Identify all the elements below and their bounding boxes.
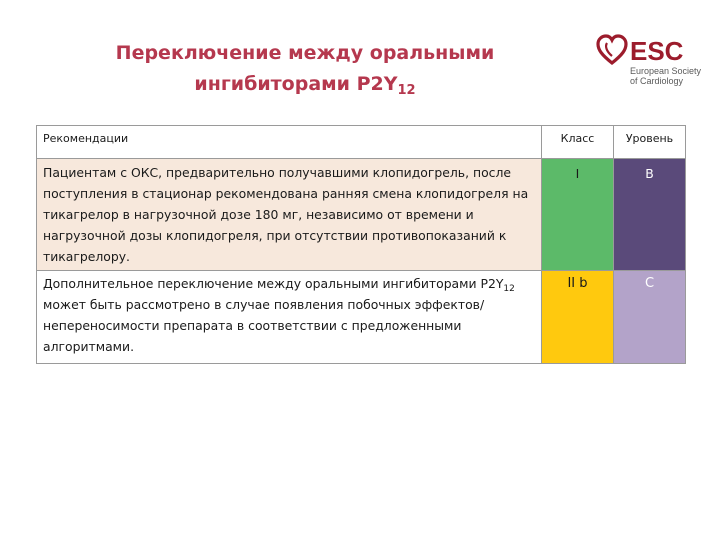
title-line-1: Переключение между оральными [115, 42, 495, 64]
recommendation-subscript: 12 [503, 284, 515, 294]
recommendation-text: Пациентам с ОКС, предварительно получавшими клопидогрель, после поступления в стационар рекомендована ранняя смена клопидогреля на тикагрелор в нагрузочной дозе 180 мг, независимо от времени и нагрузочной дозы клопидогреля, при отсутствии противопоказаний к тикагрелору. [37, 159, 542, 271]
header-recommendations: Рекомендации [37, 126, 542, 159]
title-line-2-text: ингибиторами P2Y [194, 73, 398, 95]
logo-sub-line-2: of Cardiology [630, 76, 684, 86]
class-cell: II b [542, 271, 614, 364]
table-row [37, 159, 686, 271]
slide-title [60, 38, 550, 100]
recommendation-text [37, 271, 542, 364]
title-line-2 [60, 69, 550, 100]
logo-sub-line-1: European Society [630, 66, 702, 76]
level-cell: B [614, 159, 686, 271]
recommendations-table [36, 125, 686, 364]
logo-subtitle [630, 66, 701, 86]
recommendation-text-part-2: может быть рассмотрено в случае появления побочных эффектов/непереносимости препарата в соответствии с предложенными алгоритмами. [43, 297, 485, 354]
header-class: Класс [542, 126, 614, 159]
level-cell: C [614, 271, 686, 364]
header-level: Уровень [614, 126, 686, 159]
heart-logo-icon [596, 34, 628, 66]
class-cell: I [542, 159, 614, 271]
recommendation-text-part-1: Дополнительное переключение между оральными ингибиторами P2Y [43, 276, 504, 291]
logo-name: ESC [630, 36, 684, 66]
table-row [37, 271, 686, 364]
title-subscript: 12 [397, 83, 416, 98]
table-header-row [37, 126, 686, 159]
esc-logo [596, 30, 702, 92]
